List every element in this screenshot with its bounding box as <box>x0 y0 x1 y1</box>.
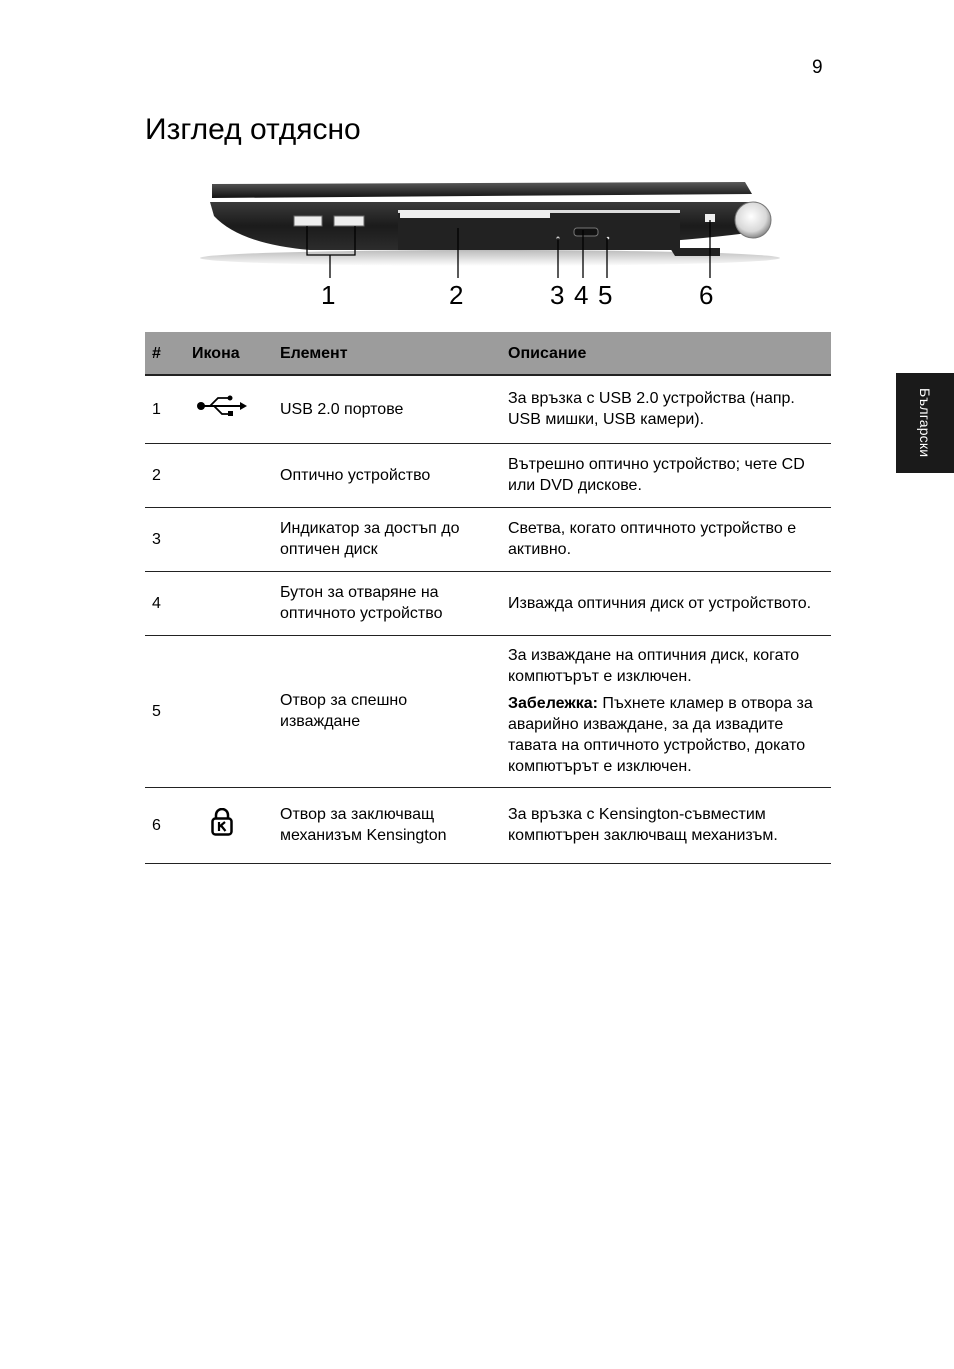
laptop-foot <box>670 248 720 256</box>
header-element: Елемент <box>270 332 498 375</box>
callout-3: 3 <box>550 280 565 310</box>
usb-port-2 <box>334 216 364 226</box>
row-element: Отвор за заключващ механизъм Kensington <box>270 787 498 863</box>
usb-port-1 <box>294 216 322 226</box>
table-row <box>145 571 831 635</box>
row-icon <box>182 443 270 507</box>
callout-2: 2 <box>449 280 464 310</box>
row-num: 2 <box>145 443 182 507</box>
row-element: USB 2.0 портове <box>270 375 498 443</box>
table-row <box>145 507 831 571</box>
usb-icon <box>196 395 248 417</box>
page-number: 9 <box>812 57 823 78</box>
callout-1: 1 <box>321 280 336 310</box>
table-row <box>145 635 831 787</box>
row-icon <box>182 787 270 863</box>
table-header-row <box>145 332 831 375</box>
row-description: За връзка с Kensington-съвместим компютърен заключващ механизъм. <box>498 787 831 863</box>
row-icon <box>182 375 270 443</box>
components-table <box>145 332 831 864</box>
row-icon <box>182 635 270 787</box>
eject-button <box>574 228 598 236</box>
row-icon <box>182 571 270 635</box>
header-description: Описание <box>498 332 831 375</box>
kensington-lock-icon <box>211 808 233 836</box>
callout-5: 5 <box>598 280 613 310</box>
table-row <box>145 787 831 863</box>
row-element: Индикатор за достъп до оптичен диск <box>270 507 498 571</box>
language-side-tab <box>896 373 954 473</box>
row-element: Бутон за отваряне на оптичното устройство <box>270 571 498 635</box>
note-text: Пъхнете кламер в отвора за аварийно изваждане, за да извадите тавата на оптичното устройство, докато компютърът е изключен. <box>508 695 813 775</box>
row-description: Изважда оптичния диск от устройството. <box>498 571 831 635</box>
laptop-hinge <box>735 202 771 238</box>
row-num: 5 <box>145 635 182 787</box>
row-element: Оптично устройство <box>270 443 498 507</box>
header-num: # <box>145 332 182 375</box>
row-element: Отвор за спешно изваждане <box>270 635 498 787</box>
callout-4: 4 <box>574 280 589 310</box>
row-description: За връзка с USB 2.0 устройства (напр. USB мишки, USB камери). <box>498 375 831 443</box>
row-num: 3 <box>145 507 182 571</box>
table-row <box>145 443 831 507</box>
row-num: 1 <box>145 375 182 443</box>
row-description: Светва, когато оптичното устройство е активно. <box>498 507 831 571</box>
row-num: 4 <box>145 571 182 635</box>
header-icon: Икона <box>182 332 270 375</box>
row-num: 6 <box>145 787 182 863</box>
side-tab-label: Български <box>917 388 933 458</box>
table-row <box>145 375 831 443</box>
laptop-lid <box>212 182 752 198</box>
callout-6: 6 <box>699 280 714 310</box>
row-icon <box>182 507 270 571</box>
description-note <box>508 693 823 777</box>
note-label: Забележка: <box>508 695 598 712</box>
page-title: Изглед отдясно <box>145 113 361 146</box>
row-description <box>498 635 831 787</box>
laptop-right-side-figure <box>200 172 790 320</box>
row-description: Вътрешно оптично устройство; чете CD или DVD дискове. <box>498 443 831 507</box>
description-main: За изваждане на оптичния диск, когато компютърът е изключен. <box>508 647 800 685</box>
